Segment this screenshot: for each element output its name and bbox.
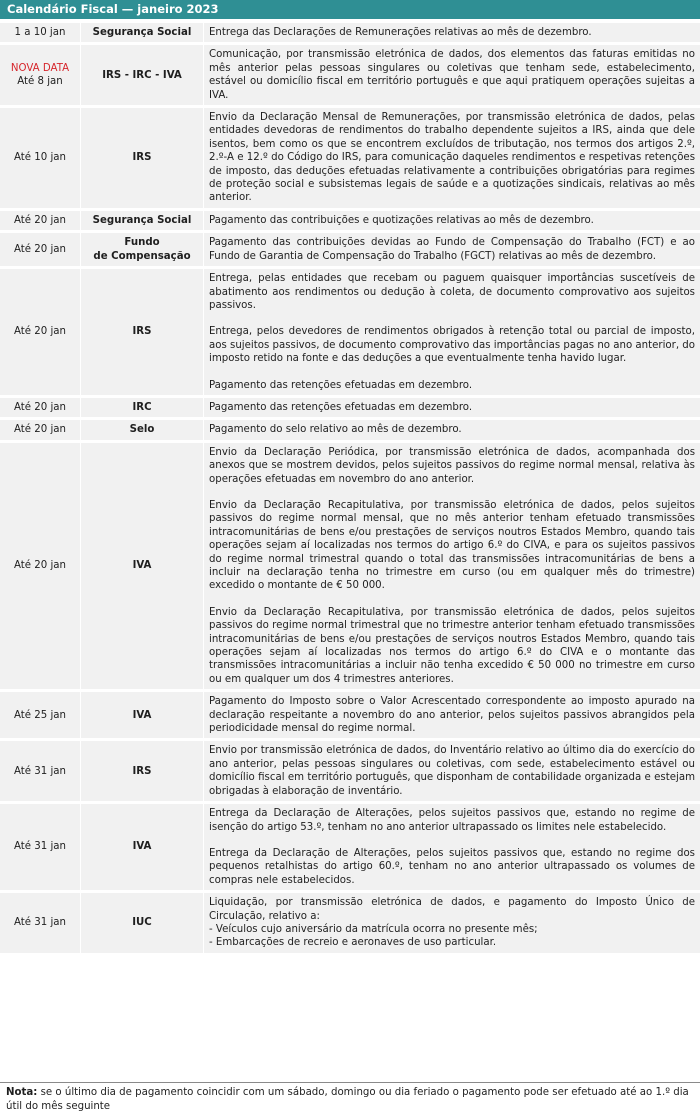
deadline-cell xyxy=(0,692,81,738)
deadline-cell xyxy=(0,211,81,230)
tax-type-cell: IRS xyxy=(81,108,204,208)
deadline-cell xyxy=(0,420,81,439)
obligation-description-cell xyxy=(204,398,700,417)
calendar-table-body xyxy=(0,23,700,953)
deadline-cell xyxy=(0,108,81,208)
table-row xyxy=(0,233,700,266)
deadline-cell xyxy=(0,23,81,42)
obligation-description-cell xyxy=(204,692,700,738)
deadline-cell xyxy=(0,233,81,266)
tax-type-cell: IRS - IRC - IVA xyxy=(81,45,204,105)
deadline-text: Até 20 jan xyxy=(13,560,67,572)
deadline-text: Até 8 jan xyxy=(17,76,63,88)
tax-type-cell: Selo xyxy=(81,420,204,439)
deadline-text: 1 a 10 jan xyxy=(14,27,66,38)
deadline-text: Até 20 jan xyxy=(13,214,67,226)
footnote xyxy=(6,1086,696,1114)
obligation-description-cell xyxy=(204,804,700,890)
description-paragraph: Pagamento das contribuições devidas ao Fundo de Compensação do Trabalho (FCT) e ao Fundo de Garantia de Compensação do Trabalho (FGCT) relativas ao mês de dezembro. xyxy=(209,237,695,262)
deadline-cell xyxy=(0,893,81,953)
tax-type-cell: IRS xyxy=(81,269,204,395)
tax-type-cell: IRS xyxy=(81,741,204,801)
table-row xyxy=(0,443,700,690)
obligation-description-cell xyxy=(204,108,700,208)
deadline-cell xyxy=(0,804,81,890)
table-row xyxy=(0,692,700,738)
obligation-description-cell xyxy=(204,23,700,42)
footnote-text: se o último dia de pagamento coincidir com um sábado, domingo ou dia feriado o pagamento pode ser efetuado até ao 1.º dia útil do mês seguinte xyxy=(6,1087,689,1112)
table-row xyxy=(0,893,700,953)
deadline-text: Até 20 jan xyxy=(13,424,67,436)
description-paragraph: Pagamento das retenções efetuadas em dezembro. xyxy=(209,401,473,413)
description-paragraph: Envio da Declaração Recapitulativa, por transmissão eletrónica de dados, pelos sujeitos passivos do regime normal trimestral que no trimestre anterior tenham efetuado transmissões intracomunitárias de bens e/ou prestações de serviços noutros Estados Membro, quando tais operações sejam aí localizadas nos termos do artigo 6.º do CIVA e o montante das transmissões intracomunitárias a incluir não tenha excedido € 50 000 no trimestre em curso ou em qualquer um dos 4 trimestres anteriores. xyxy=(209,606,695,685)
description-paragraph: Pagamento do selo relativo ao mês de dezembro. xyxy=(209,424,462,436)
obligation-description-cell xyxy=(204,45,700,105)
obligation-description-cell xyxy=(204,893,700,953)
deadline-cell xyxy=(0,398,81,417)
description-paragraph: Liquidação, por transmissão eletrónica de dados, e pagamento do Imposto Único de Circulação, relativo a: xyxy=(209,897,695,922)
footnote-label: Nota: xyxy=(6,1087,38,1098)
deadline-cell xyxy=(0,741,81,801)
table-row xyxy=(0,398,700,417)
description-paragraph: Entrega, pelas entidades que recebam ou paguem quaisquer importâncias suscetíveis de abatimento aos rendimentos ou dedução à coleta, de documento comprovativo aos sujeitos passivos. xyxy=(209,273,695,311)
deadline-text: Até 20 jan xyxy=(13,243,67,255)
description-paragraph: Pagamento das contribuições e quotizações relativas ao mês de dezembro. xyxy=(209,214,594,226)
table-row xyxy=(0,420,700,439)
deadline-text: Até 10 jan xyxy=(13,152,67,164)
table-row xyxy=(0,108,700,208)
deadline-cell xyxy=(0,45,81,105)
description-paragraph: Envio da Declaração Periódica, por transmissão eletrónica de dados, acompanhada dos anexos que se mostrem devidos, pelos sujeitos passivos do regime normal mensal, relativa às operações efetuadas em novembro do ano anterior. xyxy=(209,446,695,485)
description-paragraph: Entrega das Declarações de Remunerações relativas ao mês de dezembro. xyxy=(209,27,592,38)
table-row xyxy=(0,23,700,42)
table-row xyxy=(0,211,700,230)
description-paragraph: Entrega, pelos devedores de rendimentos obrigados à retenção total ou parcial de imposto, aos sujeitos passivos, de documento comprovativo das importâncias pagas no ano anterior, do imposto retido na fonte e das deduções a que eventualmente tenha havido lugar. xyxy=(209,326,696,365)
tax-type-cell: IVA xyxy=(81,443,204,690)
tax-type-cell: Fundo de Compensação xyxy=(81,233,204,266)
description-paragraph: Envio por transmissão eletrónica de dados, do Inventário relativo ao último dia do exercício do ano anterior, pelas pessoas singulares ou coletivas, com sede, estabelecimento estável ou domicílio fiscal em território português, que disponham de contabilidade organizada e estejam obrigadas à elaboração de inventário. xyxy=(209,745,695,797)
new-date-badge: NOVA DATA xyxy=(10,62,70,74)
page-title: Calendário Fiscal — janeiro 2023 xyxy=(0,0,700,19)
table-row xyxy=(0,45,700,105)
note-divider xyxy=(0,1082,700,1083)
description-paragraph: Envio da Declaração Mensal de Remunerações, por transmissão eletrónica de dados, pelas entidades devedoras de rendimentos do trabalho dependente sujeitos a IRS, ainda que dele isentos, bem como os que se encontrem excluídos de tributação, nos termos dos artigos 2.º, 2.º-A e 12.º do Código do IRS, para comunicação daqueles rendimentos e respetivas retenções de imposto, das deduções efetuadas relativamente a contribuições obrigatórias para regimes de proteção social e subsistemas legais de saúde e a quotizações sindicais, relativas ao mês anterior. xyxy=(209,112,695,204)
description-paragraph: Entrega da Declaração de Alterações, pelos sujeitos passivos que, estando no regime de isenção do artigo 53.º, tenham no ano anterior ultrapassado os limites nele estabelecido. xyxy=(209,808,695,833)
deadline-text: Até 31 jan xyxy=(13,841,67,853)
deadline-text: Até 31 jan xyxy=(13,765,67,777)
description-paragraph: Pagamento das retenções efetuadas em dezembro. xyxy=(209,379,473,391)
tax-type-cell: IVA xyxy=(81,692,204,738)
obligation-description-cell xyxy=(204,269,700,395)
tax-type-cell: IRC xyxy=(81,398,204,417)
deadline-text: Até 31 jan xyxy=(13,917,67,929)
obligation-description-cell xyxy=(204,420,700,439)
description-paragraph: Pagamento do Imposto sobre o Valor Acrescentado correspondente ao imposto apurado na declaração respeitante a novembro do ano anterior, pelos sujeitos passivos abrangidos pela periodicidade mensal do regime normal. xyxy=(209,696,695,735)
tax-type-cell: IVA xyxy=(81,804,204,890)
description-paragraph: - Embarcações de recreio e aeronaves de uso particular. xyxy=(209,937,497,949)
tax-type-cell: IUC xyxy=(81,893,204,953)
obligation-description-cell xyxy=(204,233,700,266)
deadline-text: Até 25 jan xyxy=(13,709,67,721)
table-row xyxy=(0,269,700,395)
description-paragraph: Envio da Declaração Recapitulativa, por transmissão eletrónica de dados, pelos sujeitos passivos do regime normal mensal, que no mês anterior tenham efetuado transmissões intracomunitárias de bens e/ou prestações de serviços noutros Estados Membro, quando tais operações sejam aí localizadas nos termos do artigo 6.º do CIVA, e para os sujeitos passivos do regime normal trimestral quando o total das transmissões intracomunitárias de bens a incluir na declaração tenha no trimestre em curso (ou em qualquer mês do trimestre) excedido o montante de € 50 000. xyxy=(209,499,695,592)
calendar-table xyxy=(0,20,700,956)
deadline-cell xyxy=(0,443,81,690)
obligation-description-cell xyxy=(204,211,700,230)
deadline-text: Até 20 jan xyxy=(13,326,67,338)
table-row xyxy=(0,741,700,801)
deadline-cell xyxy=(0,269,81,395)
table-row xyxy=(0,804,700,890)
obligation-description-cell xyxy=(204,741,700,801)
tax-type-cell: Segurança Social xyxy=(81,23,204,42)
description-paragraph: Comunicação, por transmissão eletrónica de dados, dos elementos das faturas emitidas no mês anterior pelas pessoas singulares ou coletivas que tenham sede, estabelecimento, estável ou domicílio fiscal em território português e que aqui pratiquem operações sujeitas a IVA. xyxy=(209,49,695,101)
description-paragraph: Entrega da Declaração de Alterações, pelos sujeitos passivos que, estando no regime dos pequenos retalhistas do artigo 60.º, tenham no ano anterior ultrapassado os volumes de compras nele estabelecidos. xyxy=(209,847,695,886)
obligation-description-cell xyxy=(204,443,700,690)
description-paragraph: - Veículos cujo aniversário da matrícula ocorra no presente mês; xyxy=(209,923,538,935)
deadline-text: Até 20 jan xyxy=(13,401,67,413)
tax-type-cell: Segurança Social xyxy=(81,211,204,230)
